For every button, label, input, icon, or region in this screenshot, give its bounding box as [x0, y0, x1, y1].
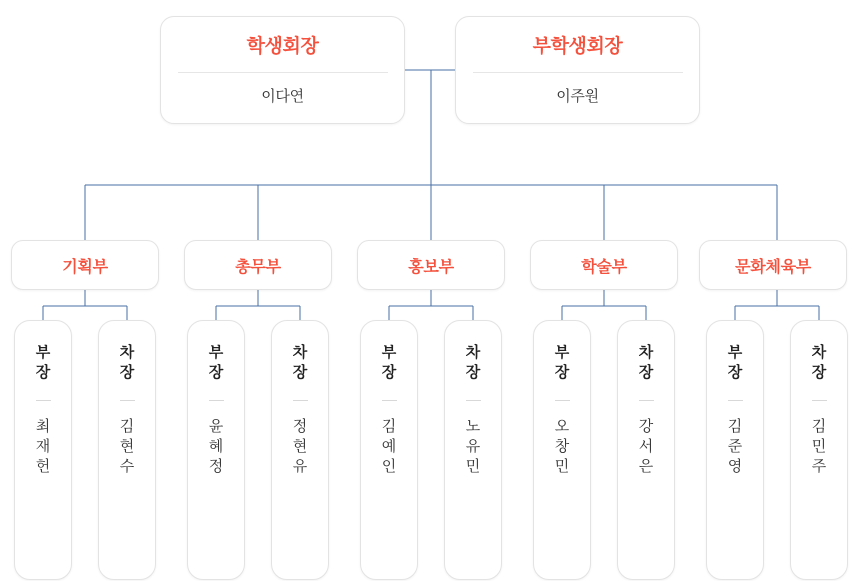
member-name: 최재헌 [35, 417, 51, 476]
divider [555, 400, 570, 401]
node-member[interactable] [360, 320, 418, 580]
node-name: 이다연 [261, 87, 304, 105]
node-member[interactable] [533, 320, 591, 580]
member-role: 차장 [811, 344, 827, 381]
member-role: 부장 [208, 344, 224, 381]
divider [639, 400, 654, 401]
node-department-general-affairs[interactable] [184, 240, 332, 290]
divider [178, 72, 388, 73]
node-president[interactable] [160, 16, 405, 124]
node-department-planning[interactable] [11, 240, 159, 290]
node-member[interactable] [790, 320, 848, 580]
member-name: 윤혜정 [208, 417, 224, 476]
divider [466, 400, 481, 401]
node-title: 학생회장 [246, 36, 319, 58]
member-role: 부장 [35, 344, 51, 381]
member-role: 부장 [381, 344, 397, 381]
node-title: 문화체육부 [735, 258, 811, 276]
node-title: 학술부 [581, 258, 627, 276]
node-member[interactable] [271, 320, 329, 580]
node-vice-president[interactable] [455, 16, 700, 124]
member-name: 김현수 [119, 417, 135, 476]
member-name: 김민주 [811, 417, 827, 476]
divider [120, 400, 135, 401]
divider [812, 400, 827, 401]
node-title: 부학생회장 [532, 36, 623, 58]
node-department-publicity[interactable] [357, 240, 505, 290]
member-name: 김예인 [381, 417, 397, 476]
node-member[interactable] [14, 320, 72, 580]
node-title: 총무부 [235, 258, 281, 276]
node-member[interactable] [187, 320, 245, 580]
member-name: 정현유 [292, 417, 308, 476]
node-name: 이주원 [556, 87, 599, 105]
node-member[interactable] [706, 320, 764, 580]
node-title: 기획부 [62, 258, 108, 276]
node-department-academic[interactable] [530, 240, 678, 290]
divider [473, 72, 683, 73]
node-member[interactable] [98, 320, 156, 580]
member-role: 부장 [727, 344, 743, 381]
member-role: 차장 [638, 344, 654, 381]
divider [209, 400, 224, 401]
member-role: 차장 [119, 344, 135, 381]
divider [36, 400, 51, 401]
member-name: 노유민 [465, 417, 481, 476]
member-name: 오창민 [554, 417, 570, 476]
node-title: 홍보부 [408, 258, 454, 276]
node-department-culture-sports[interactable] [699, 240, 847, 290]
divider [382, 400, 397, 401]
divider [293, 400, 308, 401]
member-name: 강서은 [638, 417, 654, 476]
member-name: 김준영 [727, 417, 743, 476]
node-member[interactable] [444, 320, 502, 580]
divider [728, 400, 743, 401]
member-role: 부장 [554, 344, 570, 381]
node-member[interactable] [617, 320, 675, 580]
member-role: 차장 [292, 344, 308, 381]
member-role: 차장 [465, 344, 481, 381]
